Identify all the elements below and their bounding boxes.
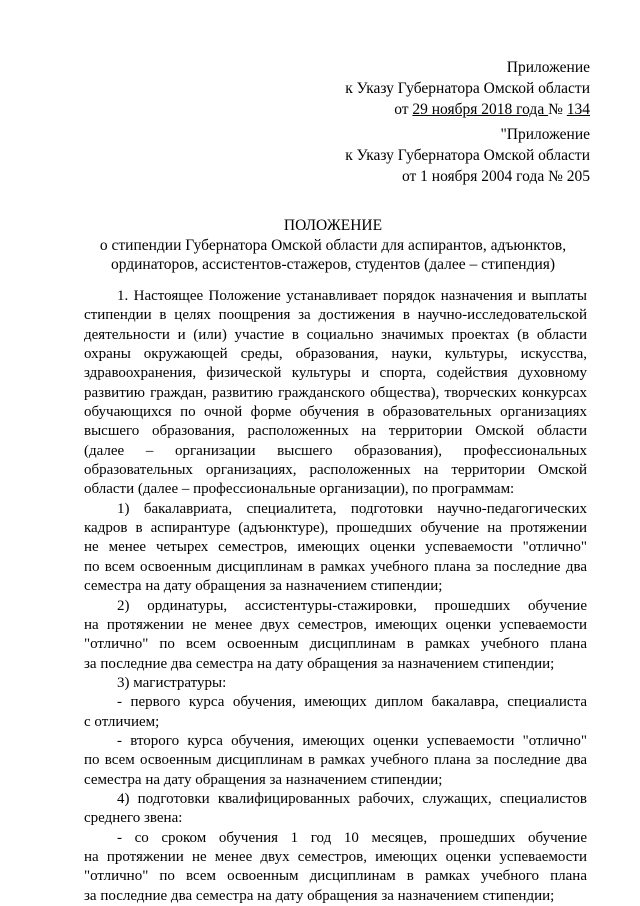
body-line: 1. Настоящее Положение устанавливает порядок назначения и выплаты [117, 288, 587, 304]
body-line: (далее – организации высшего образования), профессиональных [84, 442, 587, 459]
body-line: на протяжении не менее двух семестров, имеющих оценки успеваемости [84, 848, 587, 865]
appendix-decree-ref: к Указу Губернатора Омской области [345, 80, 590, 97]
body-line: охраны окружающей среды, образования, науки, культуры, искусства, [84, 346, 587, 363]
previous-appendix-label: "Приложение [500, 126, 590, 143]
document-body [84, 287, 587, 906]
document-title [80, 216, 586, 275]
body-line: 4) подготовки квалифицированных рабочих, служащих, специалистов [117, 790, 587, 807]
body-line: - со сроком обучения 1 год 10 месяцев, прошедших обучение [117, 829, 587, 846]
body-line: стипендии в целях поощрения за достижения в научно-исследовательской [84, 307, 587, 324]
appendix-date-number: от 29 ноября 2018 года № 134 [394, 101, 590, 118]
body-line: образовательных организациях, расположенных на территории Омской [84, 462, 587, 479]
body-line: по всем освоенным дисциплинам в рамках учебного плана за последние два [84, 752, 587, 769]
appendix-header-current [300, 57, 590, 120]
body-line: - второго курса обучения, имеющих оценки успеваемости "отлично" [117, 732, 587, 749]
body-line: кадров в аспирантуре (адъюнктуре), прошедших обучение на протяжении [84, 520, 587, 537]
body-line: среднего звена: [84, 810, 183, 827]
body-line: за последние два семестра на дату обращения за назначением стипендии; [84, 655, 555, 672]
body-line: не менее четырех семестров, имеющих оценки успеваемости "отлично" [84, 539, 587, 556]
body-line: обучающихся по очной форме обучения в образовательных организациях [84, 404, 587, 421]
appendix-header-previous [300, 124, 590, 187]
title-subtitle-line: о стипендии Губернатора Омской области для аспирантов, адъюнктов, [99, 236, 567, 254]
body-line: области (далее – профессиональные организации), по программам: [84, 481, 515, 498]
body-line: деятельности и (или) участие в социально значимых проектах (в области [84, 326, 587, 343]
body-line: - первого курса обучения, имеющих диплом бакалавра, специалиста [117, 694, 587, 711]
body-line: за последние два семестра на дату обращения за назначением стипендии; [84, 887, 555, 904]
previous-decree-ref: к Указу Губернатора Омской области [345, 147, 590, 164]
body-line: здравоохранения, физической культуры и спорта, содействия духовному [84, 365, 587, 382]
body-line: 2) ординатуры, ассистентуры-стажировки, прошедших обучение [117, 597, 587, 614]
body-line: "отлично" по всем освоенным дисциплинам в рамках учебного плана [84, 636, 587, 653]
body-line: 1) бакалавриата, специалитета, подготовки научно-педагогических [117, 500, 587, 517]
body-line: 3) магистратуры: [117, 674, 227, 691]
body-line: на протяжении не менее двух семестров, имеющих оценки успеваемости [84, 616, 587, 633]
body-line: "отлично" по всем освоенным дисциплинам в рамках учебного плана [84, 868, 587, 885]
body-line: высшего образования, расположенных на территории Омской области [84, 423, 587, 440]
appendix-label: Приложение [506, 59, 590, 76]
body-line: семестра на дату обращения за назначением стипендии; [84, 578, 443, 595]
title-subtitle-line: ординаторов, ассистентов-стажеров, студентов (далее – стипендия) [110, 256, 556, 273]
body-line: развитию граждан, развитию гражданского общества), творческих конкурсах [84, 384, 587, 401]
title-heading: ПОЛОЖЕНИЕ [283, 217, 383, 234]
body-line: с отличием; [84, 713, 160, 730]
body-line: семестра на дату обращения за назначением стипендии; [84, 771, 443, 788]
previous-date-number: от 1 ноября 2004 года № 205 [401, 168, 590, 185]
body-line: по всем освоенным дисциплинам в рамках учебного плана за последние два [84, 558, 587, 575]
